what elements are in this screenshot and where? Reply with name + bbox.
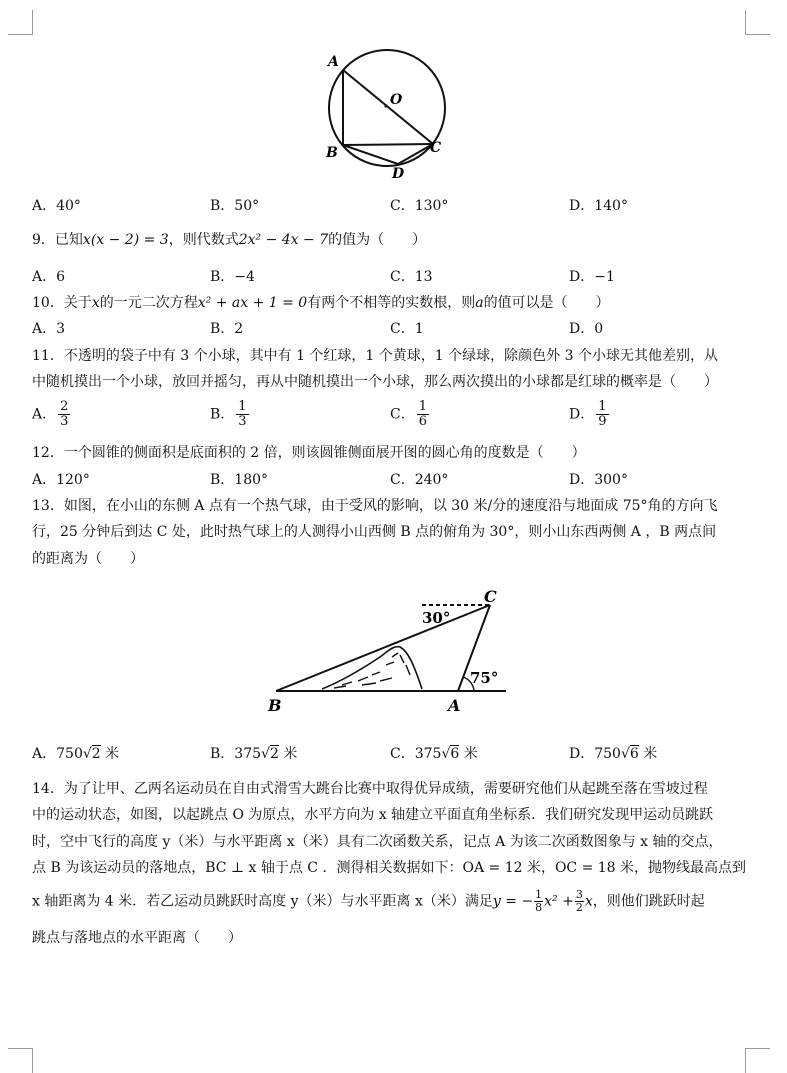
- q11-a-num: 2: [60, 399, 69, 414]
- q12-stem: 12．一个圆锥的侧面积是底面积的 2 倍，则该圆锥侧面展开图的圆心角的度数是（ ）: [32, 445, 586, 461]
- q11-c-den: 6: [418, 414, 427, 429]
- q13-option-b-coef: 375: [234, 746, 262, 762]
- q13-option-c: C．375√6 米: [390, 746, 478, 762]
- q10-option-b: B．2: [210, 321, 244, 337]
- crop-mark-top-left: [8, 10, 33, 35]
- q13-option-a-rad: 2: [91, 746, 101, 762]
- q8-option-b: B．50°: [210, 198, 260, 214]
- q13-balloon-figure: [262, 585, 522, 715]
- q10-equation: x² + ax + 1 = 0: [197, 295, 308, 311]
- q14-line-6: 跳点与落地点的水平距离（ ）: [32, 930, 242, 946]
- q14-line-5-text-a: x 轴距离为 4 米．若乙运动员跳跃时高度 y（米）与水平距离 x（米）满足: [32, 893, 493, 910]
- q10-text-b: 的一元二次方程: [99, 295, 198, 311]
- q9-suffix: 的值为（ ）: [328, 232, 427, 248]
- q11-option-b: [210, 400, 251, 429]
- q13-option-c-unit: 米: [459, 746, 478, 762]
- q13-line-3: 的距离为（ ）: [32, 551, 144, 567]
- q14-fraction-2: [575, 889, 584, 914]
- q13-option-c-coef: 375: [414, 746, 442, 762]
- q14-fraction-1: [534, 889, 543, 914]
- q11-b-num: 1: [238, 399, 247, 414]
- q13-line-1: 13．如图，在小山的东侧 A 点有一个热气球，由于受风的影响，以 30 米/分的速度沿与地面成 75°角的方向飞: [32, 498, 718, 514]
- q12-option-d: D．300°: [569, 472, 628, 488]
- q13-angle-75: 75°: [470, 669, 499, 687]
- q9-option-b: B．−4: [210, 269, 255, 285]
- q14-f2-den: 2: [575, 901, 583, 914]
- q13-option-b-rad: 2: [269, 746, 279, 762]
- q14-f1-den: 8: [535, 901, 543, 914]
- q13-option-d-letter: D．: [569, 746, 595, 762]
- q11-line-1: 11．不透明的袋子中有 3 个小球，其中有 1 个红球，1 个黄球，1 个绿球，除颜色外 3 个小球无其他差别，从: [32, 348, 718, 364]
- q10-text-d: 的值可以是（ ）: [483, 295, 610, 311]
- q13-option-a: A．750√2 米: [32, 746, 120, 762]
- q11-d-den: 9: [598, 414, 607, 429]
- q13-label-c: C: [484, 587, 497, 606]
- q13-label-a: A: [448, 696, 461, 715]
- q10-var-a: a: [475, 295, 484, 311]
- q12-option-c: C．240°: [390, 472, 449, 488]
- q14-line-1: 14．为了让甲、乙两名运动员在自由式滑雪大跳台比赛中取得优异成绩，需要研究他们从起跳至落在雪坡过程: [32, 781, 708, 797]
- q11-a-den: 3: [60, 414, 69, 429]
- q8-circle-figure: [318, 38, 458, 183]
- q11-option-a: [32, 400, 72, 429]
- q14-line-2: 中的运动状态，如图，以起跳点 O 为原点，水平方向为 x 轴建立平面直角坐标系．我们研究发现甲运动员跳跃: [32, 807, 714, 823]
- q14-f1-num: 1: [535, 888, 543, 901]
- q10-stem: [32, 293, 610, 313]
- q11-c-num: 1: [418, 399, 427, 414]
- q11-line-2: 中随机摸出一个小球，放回并摇匀，再从中随机摸出一个小球，那么两次摸出的小球都是红球的概率是（ ）: [32, 374, 718, 390]
- q11-option-c: [390, 400, 431, 429]
- q10-option-a: A．3: [32, 321, 66, 337]
- q13-option-b-letter: B．: [210, 746, 235, 762]
- q13-label-b: B: [268, 696, 282, 715]
- q10-option-d: D．0: [569, 321, 604, 337]
- q14-eq-part-b: x² +: [544, 893, 574, 910]
- q13-line-2: 行，25 分钟后到达 C 处，此时热气球上的人测得小山西侧 B 点的俯角为 30°，则小山东西两侧 A ，B 两点间: [32, 524, 717, 540]
- q11-option-d: [569, 400, 611, 429]
- q9-stem: [32, 230, 426, 250]
- q8-option-c: C．130°: [390, 198, 449, 214]
- q11-option-d-fraction: [596, 400, 608, 429]
- q9-option-d: D．−1: [569, 269, 615, 285]
- q9-expression: 2x² − 4x − 7: [238, 232, 329, 248]
- q13-option-d-unit: 米: [638, 746, 658, 762]
- q8-label-o: O: [390, 92, 403, 108]
- q12-option-b: B．180°: [210, 472, 269, 488]
- q10-var-x: x: [91, 295, 100, 311]
- q13-option-c-letter: C．: [390, 746, 415, 762]
- q13-angle-30: 30°: [422, 609, 451, 627]
- q8-option-d: D．140°: [569, 198, 628, 214]
- q8-label-a: A: [328, 54, 339, 70]
- q13-option-b: B．375√2 米: [210, 746, 298, 762]
- q14-eq-part-c: x: [584, 893, 593, 910]
- q9-option-a: A．6: [32, 269, 66, 285]
- q14-line-3: 时，空中飞行的高度 y（米）与水平距离 x（米）具有二次函数关系，记点 A 为该二次函数图象与 x 轴的交点，: [32, 834, 723, 850]
- q14-line-5: [32, 889, 705, 914]
- q13-option-c-rad: 6: [450, 746, 460, 762]
- q11-option-b-letter: B．: [210, 406, 235, 423]
- q13-option-d: D．750√6 米: [569, 746, 658, 762]
- q14-line-4: 点 B 为该运动员的落地点，BC ⊥ x 轴于点 C ．测得相关数据如下：OA = 12 米，OC = 18 米，抛物线最高点到: [32, 860, 747, 876]
- q11-option-a-fraction: [58, 400, 70, 429]
- q8-label-c: C: [430, 140, 442, 156]
- q12-option-a: A．120°: [32, 472, 90, 488]
- q10-text-a: 10．关于: [32, 295, 92, 311]
- q11-d-num: 1: [598, 399, 607, 414]
- q14-eq-part-a: y = −: [492, 893, 534, 910]
- q10-text-c: 有两个不相等的实数根，则: [307, 295, 476, 311]
- q14-f2-num: 3: [575, 888, 583, 901]
- q8-label-b: B: [326, 145, 338, 161]
- q11-option-a-letter: A．: [32, 406, 57, 423]
- crop-mark-top-right: [745, 10, 770, 35]
- q11-option-c-letter: C．: [390, 406, 415, 423]
- q11-b-den: 3: [238, 414, 247, 429]
- q11-option-d-letter: D．: [569, 406, 595, 423]
- q13-option-a-letter: A．: [32, 746, 57, 762]
- q11-option-c-fraction: [417, 400, 429, 429]
- q9-option-c: C．13: [390, 269, 433, 285]
- q9-condition: x(x − 2) = 3: [82, 232, 169, 248]
- q14-line-5-text-b: ，则他们跳跃时起: [592, 893, 705, 910]
- q10-option-c: C．1: [390, 321, 424, 337]
- q8-option-a: A．40°: [32, 198, 81, 214]
- q13-option-d-coef: 750: [594, 746, 621, 762]
- q13-option-d-rad: 6: [629, 746, 639, 762]
- q9-mid: ，则代数式: [168, 232, 239, 248]
- q13-option-b-unit: 米: [278, 746, 298, 762]
- q9-prefix: 9．已知: [32, 232, 83, 248]
- q13-option-a-unit: 米: [100, 746, 120, 762]
- q8-label-d: D: [392, 166, 405, 182]
- q11-option-b-fraction: [236, 400, 248, 429]
- q13-option-a-coef: 750: [56, 746, 83, 762]
